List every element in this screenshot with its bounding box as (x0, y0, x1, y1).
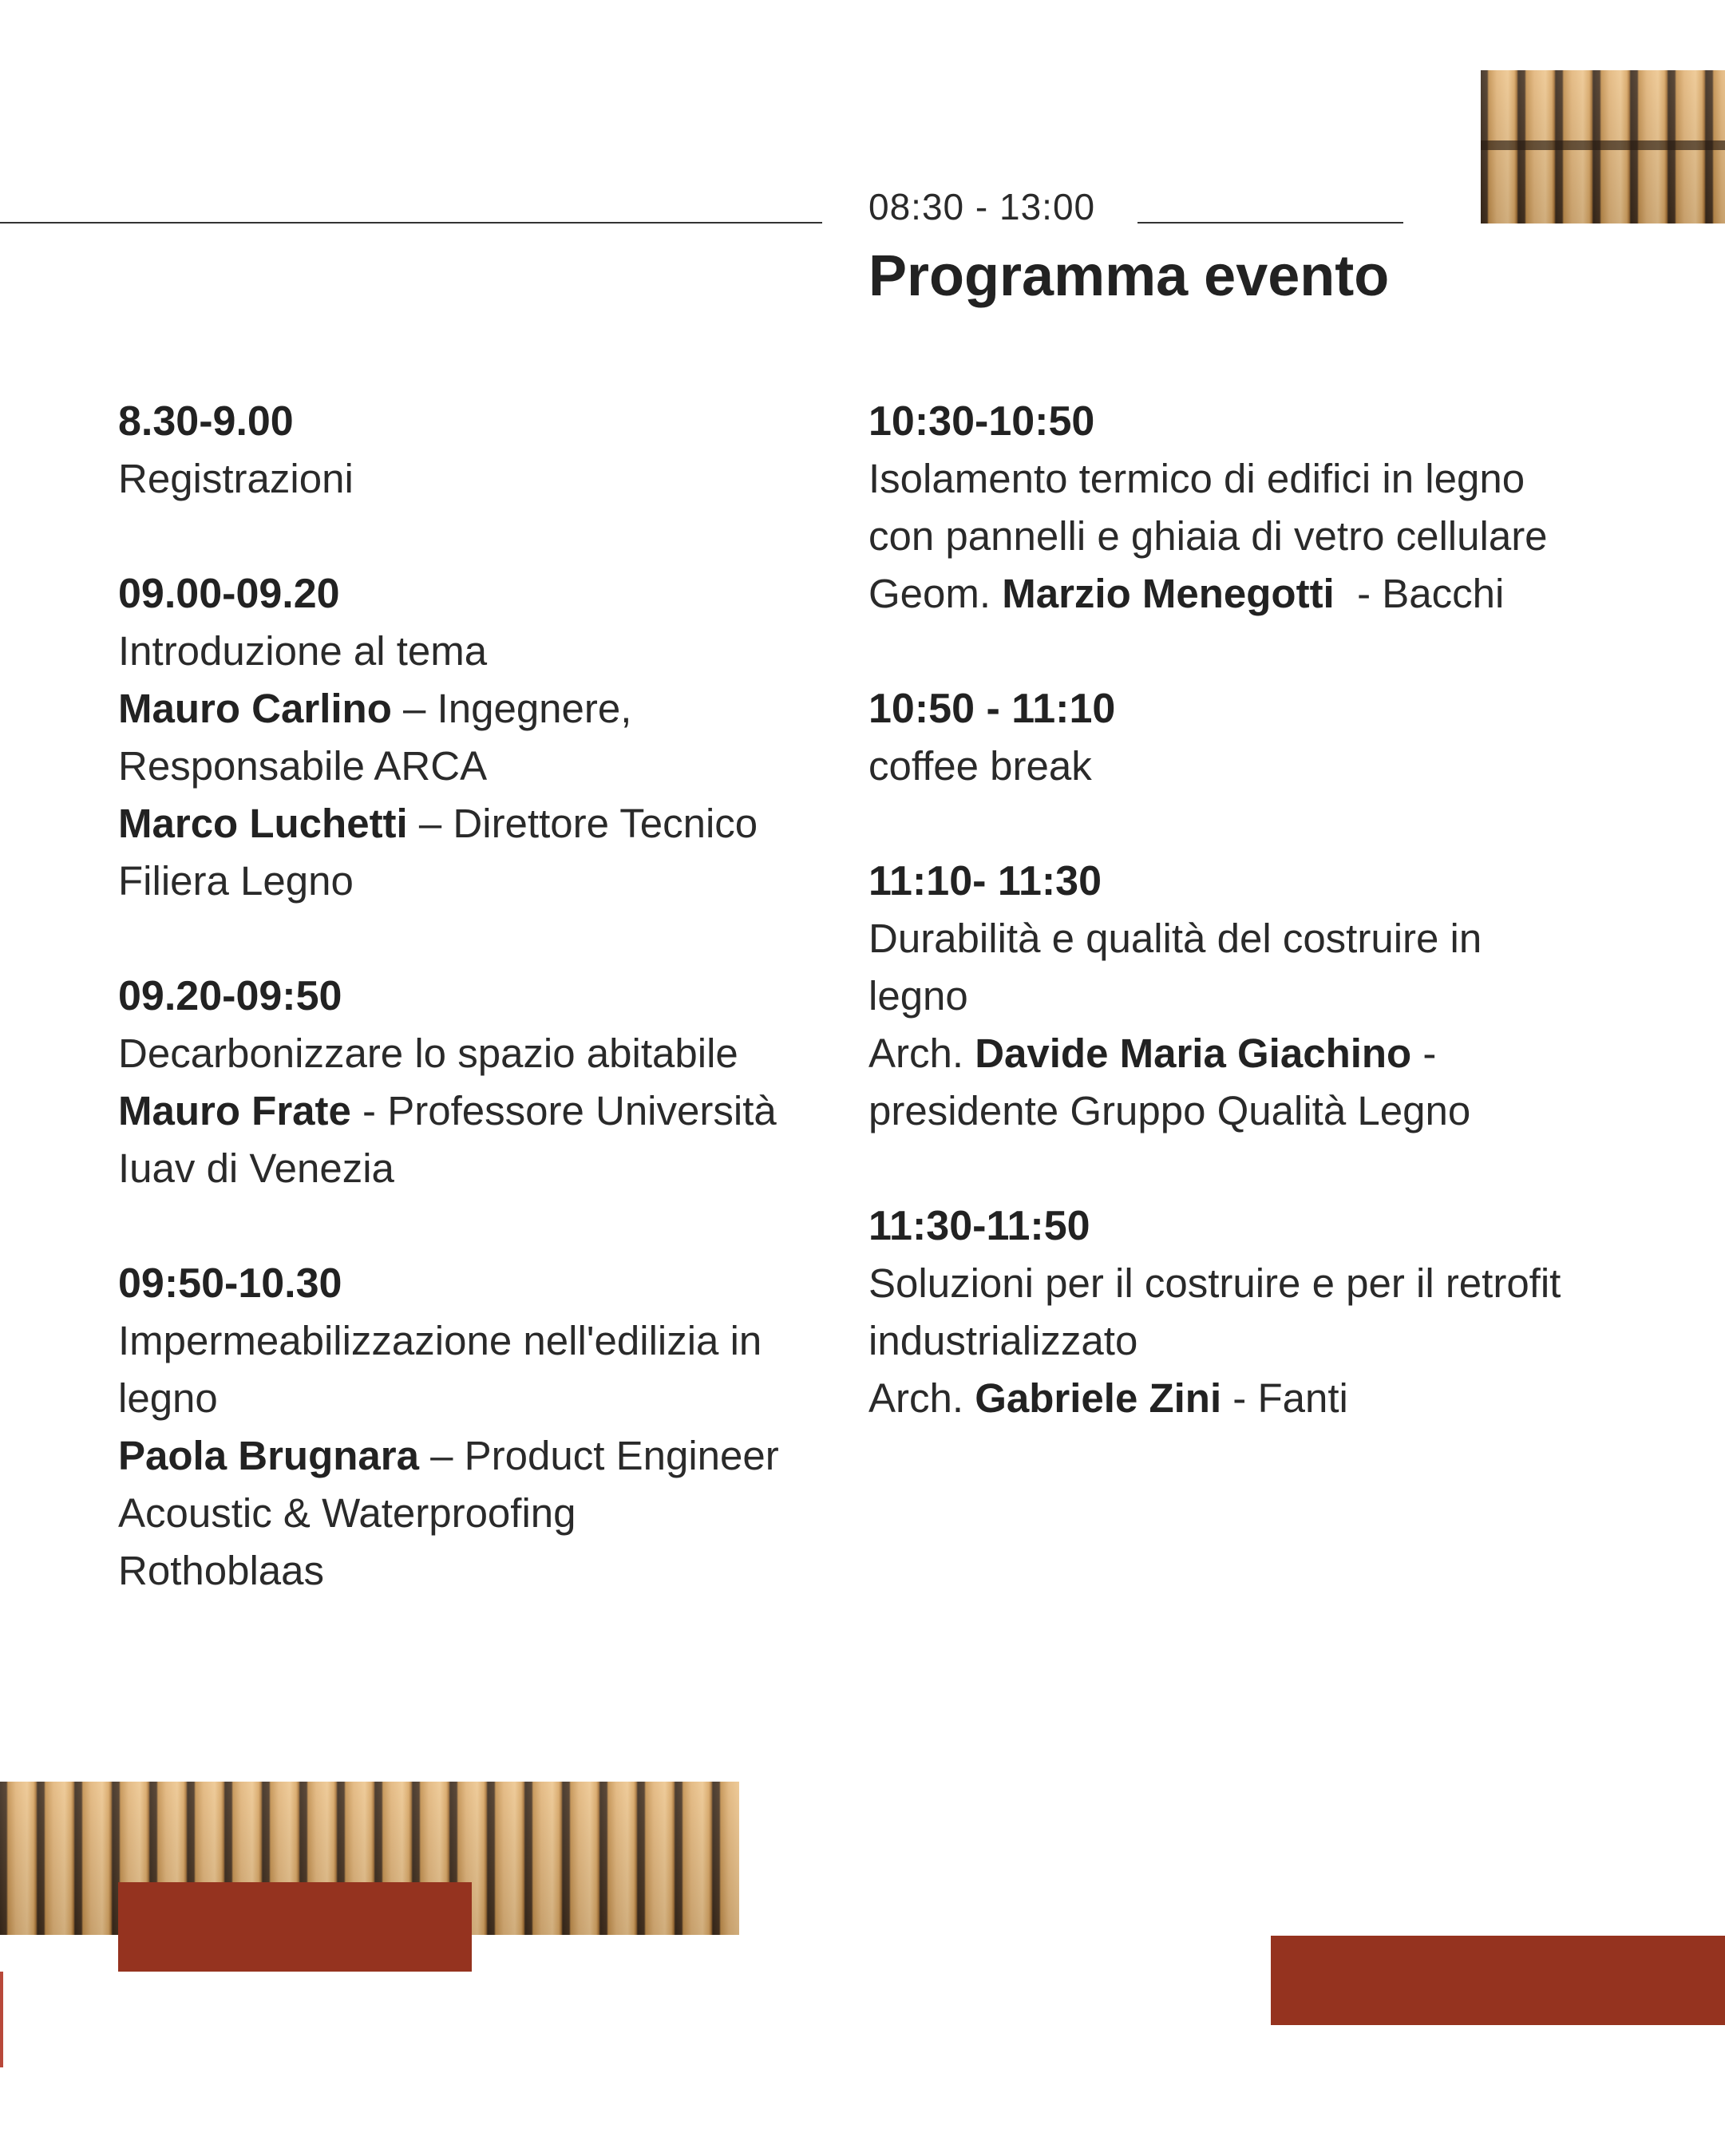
speaker-name: Mauro Carlino (118, 686, 392, 731)
schedule-line: Introduzione al tema (118, 628, 488, 674)
wood-slats-top-right (1481, 70, 1725, 224)
schedule-line (118, 680, 837, 738)
schedule-column-left (118, 393, 837, 1657)
schedule-column-right (868, 393, 1667, 1485)
schedule-line: presidente Gruppo Qualità Legno (868, 1088, 1471, 1133)
schedule-item (118, 967, 837, 1197)
schedule-line: Soluzioni per il costruire e per il retrofit (868, 1260, 1561, 1306)
schedule-line (118, 1427, 837, 1485)
schedule-line: Rothoblaas (118, 1548, 325, 1593)
red-block-bottom-right (1271, 1936, 1725, 2025)
schedule-time: 10:50 - 11:10 (868, 686, 1116, 732)
speaker-role: - Professore Università (350, 1088, 777, 1133)
speaker-role: - Fanti (1221, 1375, 1348, 1421)
schedule-item (118, 393, 837, 508)
speaker-role: – Direttore Tecnico (407, 801, 758, 846)
schedule-time: 09:50-10.30 (118, 1260, 342, 1307)
schedule-item (868, 680, 1667, 795)
schedule-line (118, 1082, 837, 1140)
speaker-name: Davide Maria Giachino (975, 1031, 1412, 1076)
header-rule-right (1137, 222, 1403, 224)
schedule-line: Responsabile ARCA (118, 743, 488, 789)
speaker-role: – Product Engineer (418, 1433, 779, 1478)
schedule-line (868, 1025, 1667, 1082)
header-rule-left (0, 222, 822, 224)
schedule-time: 09.20-09:50 (118, 973, 342, 1019)
schedule-item (868, 853, 1667, 1140)
speaker-name: Paola Brugnara (118, 1433, 419, 1478)
schedule-line (118, 795, 837, 853)
schedule-line: industrializzato (868, 1318, 1138, 1363)
speaker-name: Marco Luchetti (118, 801, 408, 846)
schedule-line: Isolamento termico di edifici in legno (868, 456, 1525, 501)
schedule-line (868, 1370, 1667, 1427)
schedule-line: Iuav di Venezia (118, 1145, 394, 1191)
schedule-item (868, 393, 1667, 623)
speaker-name: Marzio Menegotti (1002, 571, 1335, 616)
schedule-item (118, 1255, 837, 1600)
schedule-line: Impermeabilizzazione nell'edilizia in (118, 1318, 762, 1363)
schedule-line: Registrazioni (118, 456, 354, 501)
schedule-time: 11:30-11:50 (868, 1203, 1090, 1249)
schedule-line: Acoustic & Waterproofing (118, 1490, 576, 1536)
speaker-role: - (1411, 1031, 1437, 1076)
speaker-role: – Ingegnere, (391, 686, 632, 731)
schedule-line: Durabilità e qualità del costruire in (868, 916, 1482, 961)
schedule-line: coffee break (868, 743, 1092, 789)
red-block-bottom-left (118, 1882, 472, 1972)
schedule-line (868, 565, 1667, 623)
speaker-title: Geom. (868, 571, 1003, 616)
red-edge-mark (0, 1972, 3, 2067)
schedule-time: 09.00-09.20 (118, 571, 340, 617)
schedule-line: Filiera Legno (118, 858, 354, 904)
schedule-time: 8.30-9.00 (118, 398, 294, 445)
schedule-line: Decarbonizzare lo spazio abitabile (118, 1031, 738, 1076)
schedule-item (118, 565, 837, 910)
schedule-item (868, 1197, 1667, 1427)
schedule-line: legno (118, 1375, 218, 1421)
speaker-name: Gabriele Zini (975, 1375, 1222, 1421)
schedule-time: 11:10- 11:30 (868, 858, 1102, 904)
speaker-name: Mauro Frate (118, 1088, 351, 1133)
schedule-time: 10:30-10:50 (868, 398, 1095, 445)
schedule-line: con pannelli e ghiaia di vetro cellulare (868, 513, 1548, 559)
page-title: Programma evento (868, 244, 1390, 308)
speaker-title: Arch. (868, 1375, 975, 1421)
speaker-title: Arch. (868, 1031, 975, 1076)
schedule-line: legno (868, 973, 968, 1019)
speaker-role: - Bacchi (1334, 571, 1505, 616)
event-time-range: 08:30 - 13:00 (868, 186, 1096, 227)
